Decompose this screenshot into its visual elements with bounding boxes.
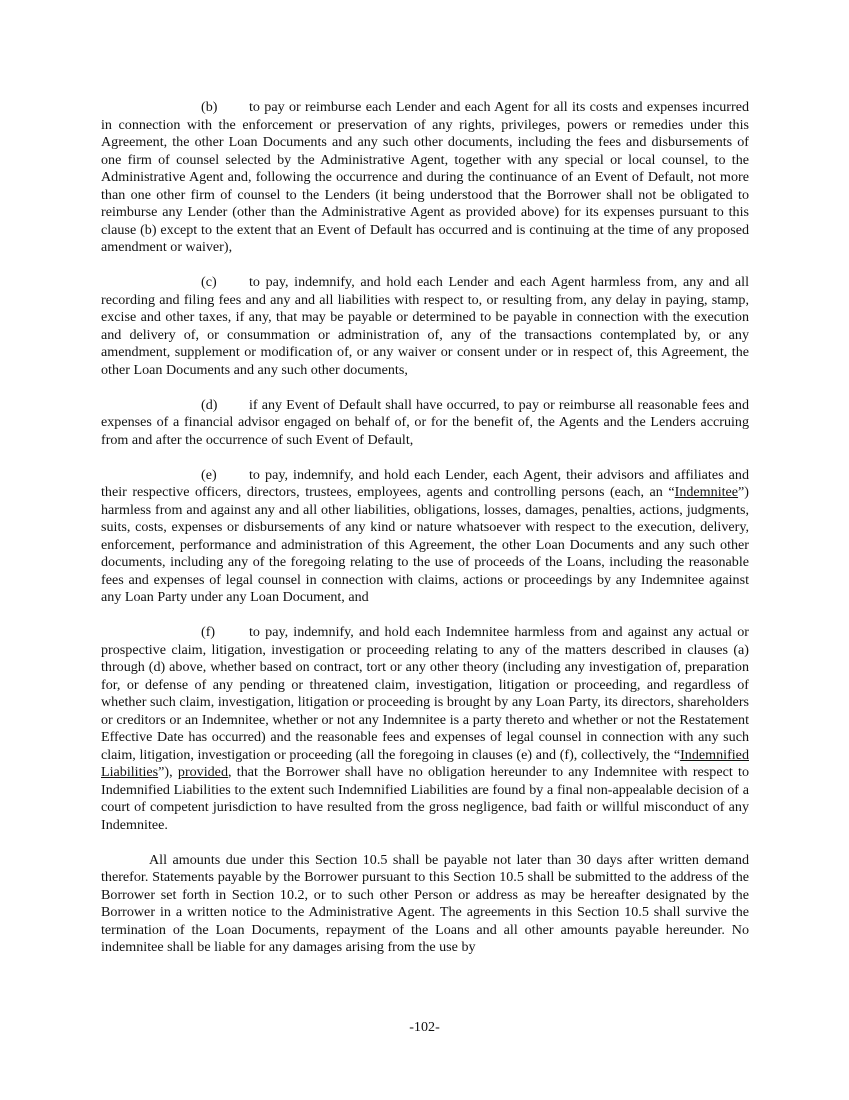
clause-e-paragraph <box>101 467 749 607</box>
document-page <box>101 99 749 957</box>
clause-e-label: (e) <box>201 466 217 483</box>
clause-f-text-middle: ”), <box>158 764 178 780</box>
closing-paragraph-text: All amounts due under this Section 10.5 shall be payable not later than 30 days after written demand therefor. Statements payable by the Borrower pursuant to this Section 10.5 shall be submitted to the address of the Borrower set forth in Section 10.2, or to such other Person or address as may be hereafter designated by the Borrower in a written notice to the Administrative Agent. The agreements in this Section 10.5 shall survive the termination of the Loan Documents, repayment of the Loans and all other amounts payable hereunder. No indemnitee shall be liable for any damages arising from the use by <box>101 851 749 955</box>
defined-term-indemnitee: Indemnitee <box>674 484 739 500</box>
clause-f-paragraph <box>101 624 749 834</box>
clause-c-paragraph <box>101 274 749 379</box>
proviso-term: provided <box>177 764 228 780</box>
clause-f-label: (f) <box>201 624 216 640</box>
clause-d-paragraph <box>101 397 749 450</box>
clause-b-paragraph <box>101 99 749 257</box>
clause-f-text-before: to pay, indemnify, and hold each Indemnitee harmless from and against any actual or prospective claim, litigation, investigation or proceeding relating to any of the matters described in clauses (a) through (d) above, whether based on contract, tort or any other theory (including any investigation of, preparation for, or defense of any pending or threatened claim, investigation, litigation or proceeding, and regardless of whether such claim, investigation, litigation or proceeding is brought by any Loan Party, its directors, shareholders or creditors or an Indemnitee, whether or not any Indemnitee is a party thereto and whether or not the Restatement Effective Date has occurred) and the reasonable fees and expenses of legal counsel in connection with any such claim, litigation, investigation or proceeding (all the foregoing in clauses (e) and (f), collectively, the “ <box>101 624 749 763</box>
closing-paragraph <box>101 852 749 957</box>
defined-term-indemnified-liabilities: Indemnified Liabilities <box>101 746 749 780</box>
clause-c-text: to pay, indemnify, and hold each Lender and each Agent harmless from, any and all recording and filing fees and any and all liabilities with respect to, or resulting from, any delay in paying, stamp, excise and other taxes, if any, that may be payable or determined to be payable in connection with the execution and delivery of, or consummation or administration of, any of the transactions contemplated by, or any amendment, supplement or modification of, or any waiver or consent under or in respect of, this Agreement, the other Loan Documents and any such other documents, <box>101 274 749 378</box>
clause-b-label: (b) <box>201 99 218 115</box>
clause-c-label: (c) <box>201 274 217 290</box>
clause-e-text-after: ”) harmless from and against any and all other liabilities, obligations, losses, damages, penalties, actions, judgments, suits, costs, expenses or disbursements of any kind or nature whatsoever with respect to the execution, delivery, enforcement, performance and administration of this Agreement, the other Loan Documents and any such other documents, including any of the foregoing relating to the use of proceeds of the Loans, including the reasonable fees and expenses of legal counsel in connection with claims, actions or proceedings by any Indemnitee against any Loan Party under any Loan Document, and <box>101 484 749 605</box>
clause-e-text-before: to pay, indemnify, and hold each Lender, each Agent, their advisors and affiliates and their respective officers, directors, trustees, employees, agents and controlling persons (each, an “ <box>101 466 749 500</box>
clause-b-text: to pay or reimburse each Lender and each Agent for all its costs and expenses incurred in connection with the enforcement or preservation of any rights, privileges, powers or remedies under this Agreement, the other Loan Documents and any such other documents, including the fees and disbursements of one firm of counsel selected by the Administrative Agent, together with any special or local counsel, to the Administrative Agent and, following the occurrence and during the continuance of an Event of Default, not more than one other firm of counsel to the Lenders (it being understood that the Borrower shall not be obligated to reimburse any Lender (other than the Administrative Agent as provided above) for its expenses pursuant to this clause (b) except to the extent that an Event of Default has occurred and is continuing at the time of any proposed amendment or waiver), <box>101 99 749 255</box>
clause-d-label: (d) <box>201 396 218 413</box>
clause-d-text: if any Event of Default shall have occurred, to pay or reimburse all reasonable fees and expenses of a financial advisor engaged on behalf of, or for the benefit of, the Agents and the Lenders accruing from and after the occurrence of such Event of Default, <box>101 396 749 448</box>
page-number: -102- <box>409 1019 440 1035</box>
clause-f-text-after: , that the Borrower shall have no obligation hereunder to any Indemnitee with respect to Indemnified Liabilities to the extent such Indemnified Liabilities are found by a final non-appealable decision of a court of competent jurisdiction to have resulted from the gross negligence, bad faith or willful misconduct of any Indemnitee. <box>101 764 749 833</box>
